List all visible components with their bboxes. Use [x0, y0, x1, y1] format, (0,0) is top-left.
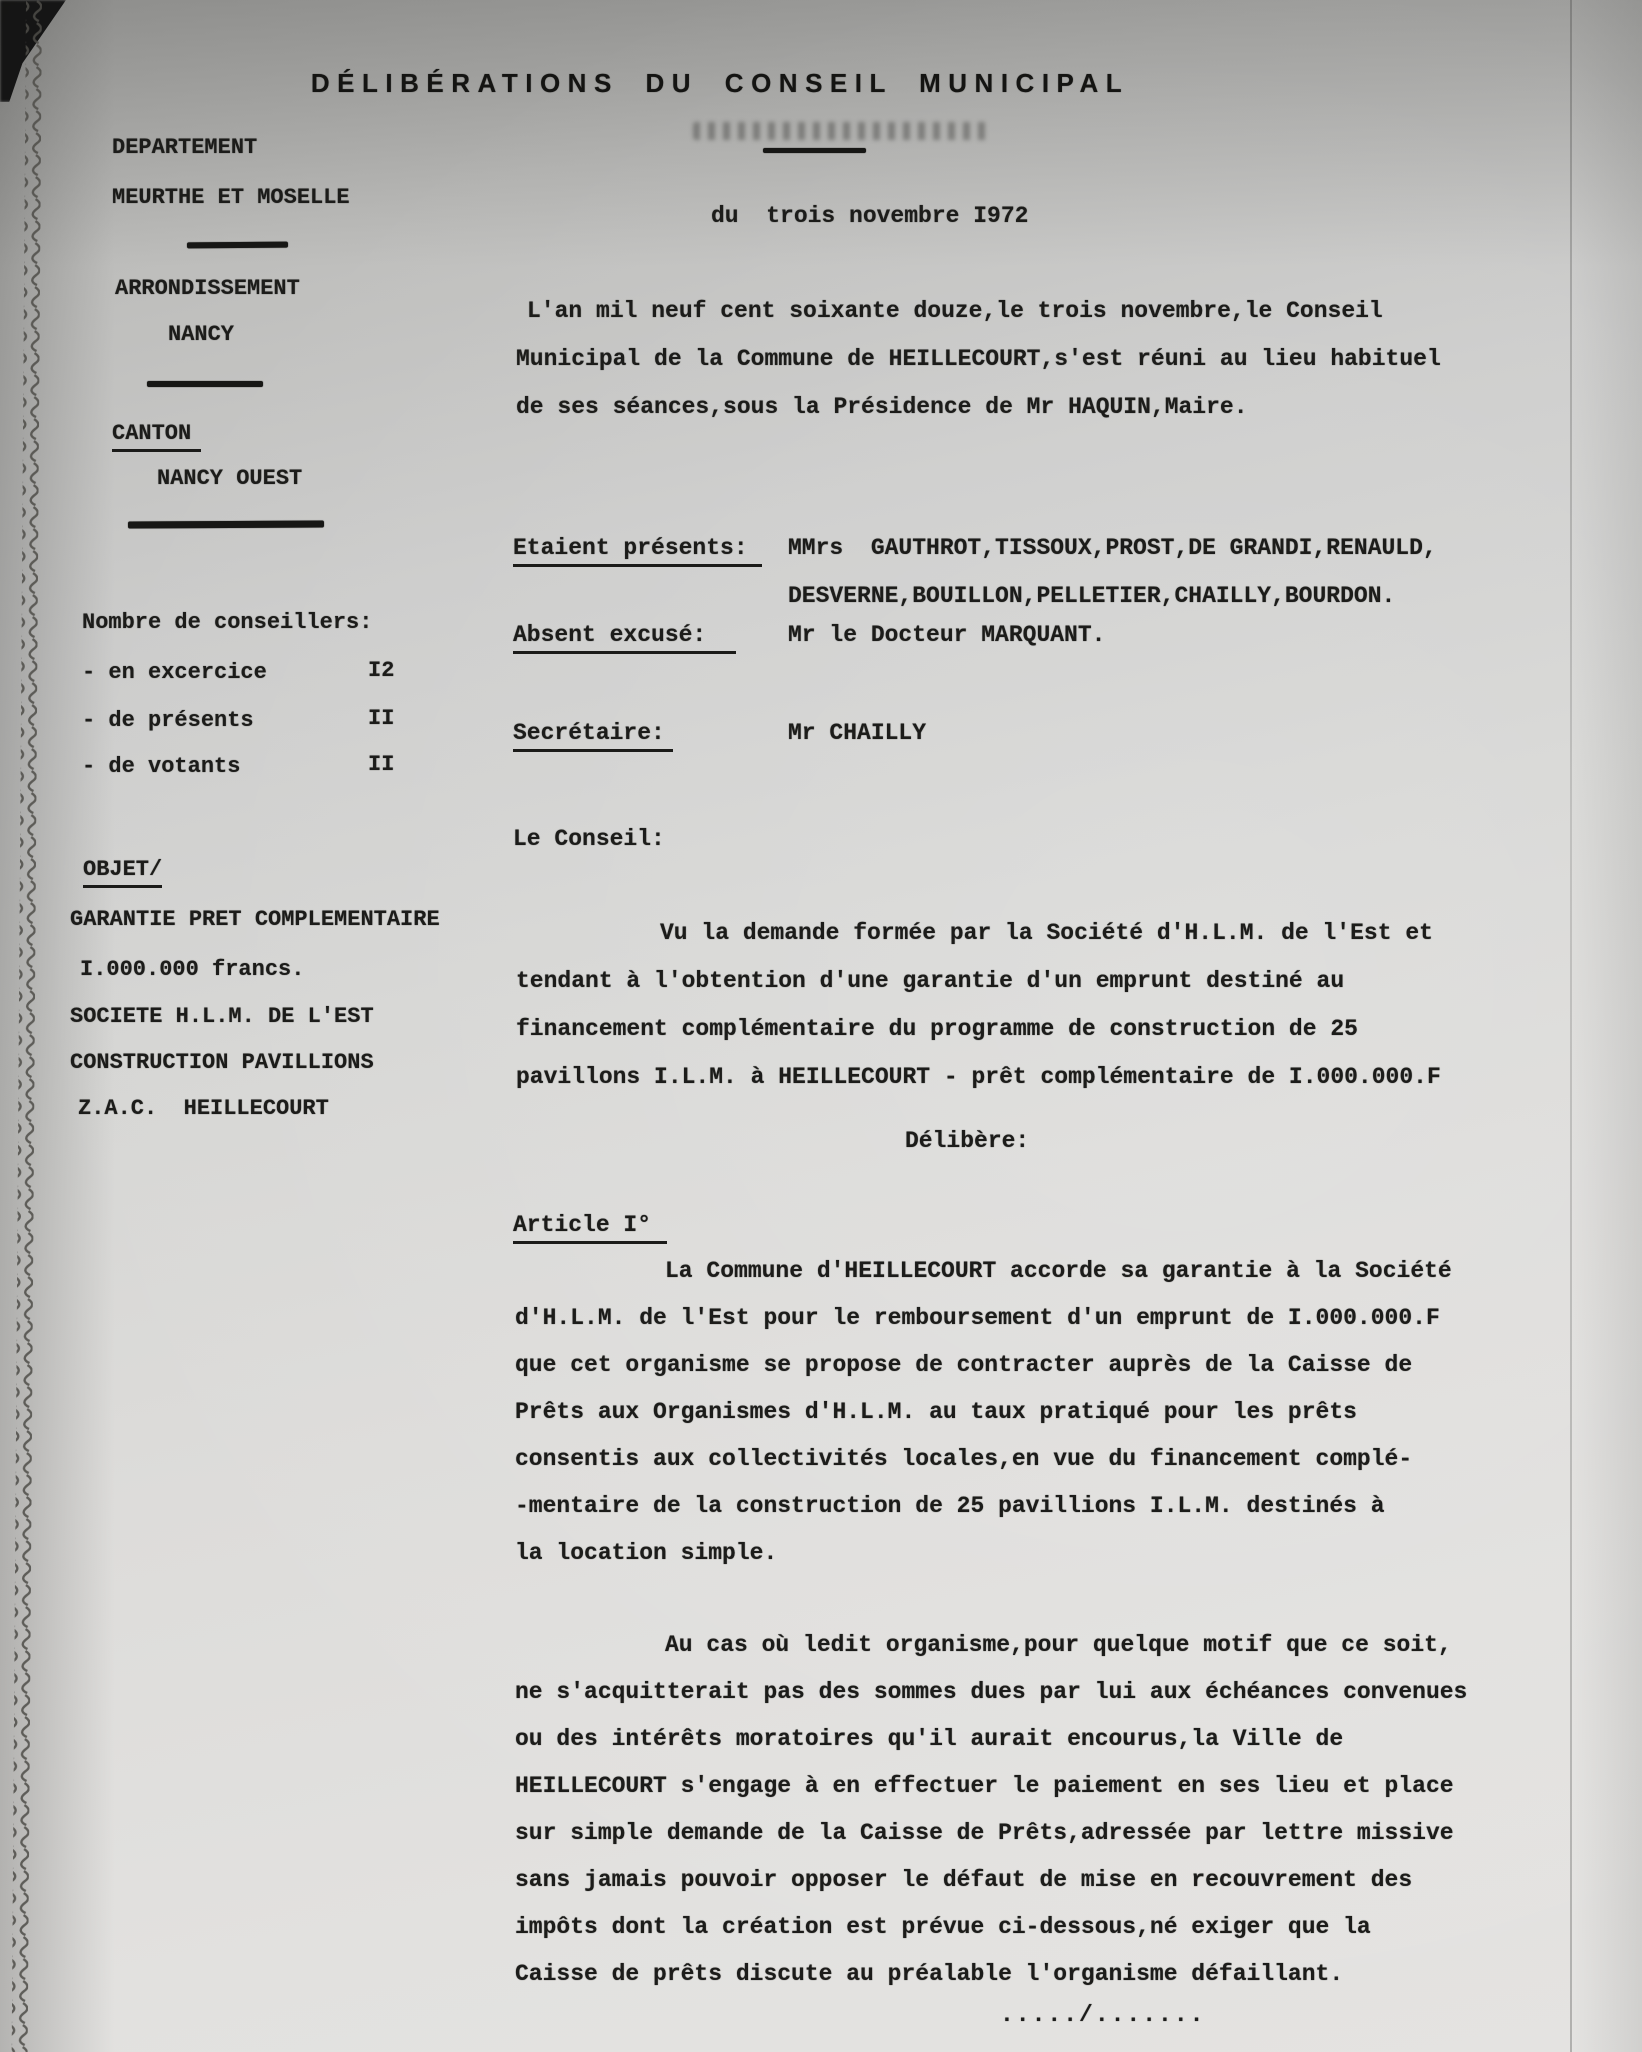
article1-line: que cet organisme se propose de contracter auprès de la Caisse de [515, 1352, 1413, 1378]
objet-line: Z.A.C. HEILLECOURT [78, 1096, 329, 1121]
objet-label [83, 855, 162, 885]
article1-line: consentis aux collectivités locales,en vue du financement complé- [515, 1446, 1413, 1472]
objet-line: I.000.000 francs. [80, 957, 305, 982]
article1-line: Prêts aux Organismes d'H.L.M. au taux pratiqué pour les prêts [515, 1399, 1357, 1425]
aucas-line: sans jamais pouvoir opposer le défaut de mise en recouvrement des [515, 1867, 1413, 1893]
aucas-line: sur simple demande de la Caisse de Prêts,adressée par lettre missive [515, 1820, 1454, 1846]
conseillers-row-label: - en excercice [82, 660, 267, 685]
conseillers-row-value: II [368, 752, 395, 777]
aucas-line: Au cas où ledit organisme,pour quelque motif que ce soit, [665, 1632, 1452, 1658]
vu-line: tendant à l'obtention d'une garantie d'un emprunt destiné au [516, 968, 1345, 994]
intro-line: Municipal de la Commune de HEILLECOURT,s'est réuni au lieu habituel [516, 346, 1441, 372]
right-edge-shade [1572, 0, 1642, 2052]
document-title: DÉLIBÉRATIONS DU CONSEIL MUNICIPAL [310, 68, 1130, 98]
conseillers-row-label: - de présents [82, 708, 254, 733]
sidebar-separator-1 [187, 242, 288, 249]
absent-label-text: Absent excusé: [513, 622, 736, 654]
article1-line: La Commune d'HEILLECOURT accorde sa garantie à la Société [665, 1258, 1452, 1284]
intro-line: de ses séances,sous la Présidence de Mr HAQUIN,Maire. [516, 394, 1248, 420]
presents-label-text: Etaient présents: [513, 535, 762, 567]
departement-value: MEURTHE ET MOSELLE [112, 185, 350, 210]
absent-label [513, 620, 736, 650]
presents-names-line1: MMrs GAUTHROT,TISSOUX,PROST,DE GRANDI,RENAULD, [788, 535, 1437, 561]
aucas-line: impôts dont la création est prévue ci-dessous,né exiger que la [515, 1914, 1371, 1940]
aucas-line: HEILLECOURT s'engage à en effectuer le paiement en ses lieu et place [515, 1773, 1454, 1799]
conseillers-heading: Nombre de conseillers: [82, 610, 373, 635]
departement-label: DEPARTEMENT [112, 135, 258, 160]
title-rule [763, 148, 866, 153]
vu-line: financement complémentaire du programme de construction de 25 [516, 1016, 1358, 1042]
article1-heading-text: Article I° [513, 1212, 667, 1244]
objet-line: GARANTIE PRET COMPLEMENTAIRE [70, 907, 440, 932]
conseillers-row-value: I2 [368, 658, 395, 683]
aucas-line: Caisse de prêts discute au préalable l'organisme défaillant. [515, 1961, 1344, 1987]
article1-heading [513, 1210, 667, 1240]
secretaire-value: Mr CHAILLY [788, 720, 927, 746]
article1-line: d'H.L.M. de l'Est pour le remboursement d'un emprunt de I.000.000.F [515, 1305, 1440, 1331]
objet-label-text: OBJET/ [83, 857, 162, 888]
sidebar-separator-2 [147, 381, 263, 387]
delibere-heading: Délibère: [905, 1128, 1030, 1154]
absent-value: Mr le Docteur MARQUANT. [788, 622, 1106, 648]
sidebar-separator-3 [128, 520, 324, 528]
presents-names-line2: DESVERNE,BOUILLON,PELLETIER,CHAILLY,BOURDON. [788, 583, 1396, 609]
article1-line: la location simple. [515, 1540, 778, 1566]
canton-label-text: CANTON [112, 421, 201, 452]
conseil-heading: Le Conseil: [513, 826, 665, 852]
vu-line: Vu la demande formée par la Société d'H.L.M. de l'Est et [660, 920, 1433, 946]
arrondissement-label: ARRONDISSEMENT [115, 276, 300, 301]
aucas-line: ne s'acquitterait pas des sommes dues par lui aux échéances convenues [515, 1679, 1468, 1705]
conseillers-row-value: II [368, 706, 395, 731]
aucas-line: ou des intérêts moratoires qu'il aurait encourus,la Ville de [515, 1726, 1344, 1752]
ink-ghost-smudge [693, 122, 988, 140]
session-date: du trois novembre I972 [711, 203, 1029, 229]
secretaire-label-text: Secrétaire: [513, 720, 673, 752]
objet-line: SOCIETE H.L.M. DE L'EST [70, 1004, 374, 1029]
intro-line: L'an mil neuf cent soixante douze,le trois novembre,le Conseil [527, 298, 1383, 324]
conseillers-row-label: - de votants [82, 754, 241, 779]
canton-value: NANCY OUEST [157, 466, 303, 491]
continuation-dots: ...../....... [1000, 2002, 1206, 2028]
objet-line: CONSTRUCTION PAVILLIONS [70, 1050, 374, 1075]
article1-line: -mentaire de la construction de 25 pavillions I.L.M. destinés à [515, 1493, 1385, 1519]
canton-label [112, 419, 201, 449]
secretaire-label [513, 718, 673, 748]
presents-label [513, 533, 762, 563]
vu-line: pavillons I.L.M. à HEILLECOURT - prêt complémentaire de I.000.000.F [516, 1064, 1441, 1090]
arrondissement-value: NANCY [168, 322, 235, 347]
binding-stitch-edge [6, 0, 54, 2052]
